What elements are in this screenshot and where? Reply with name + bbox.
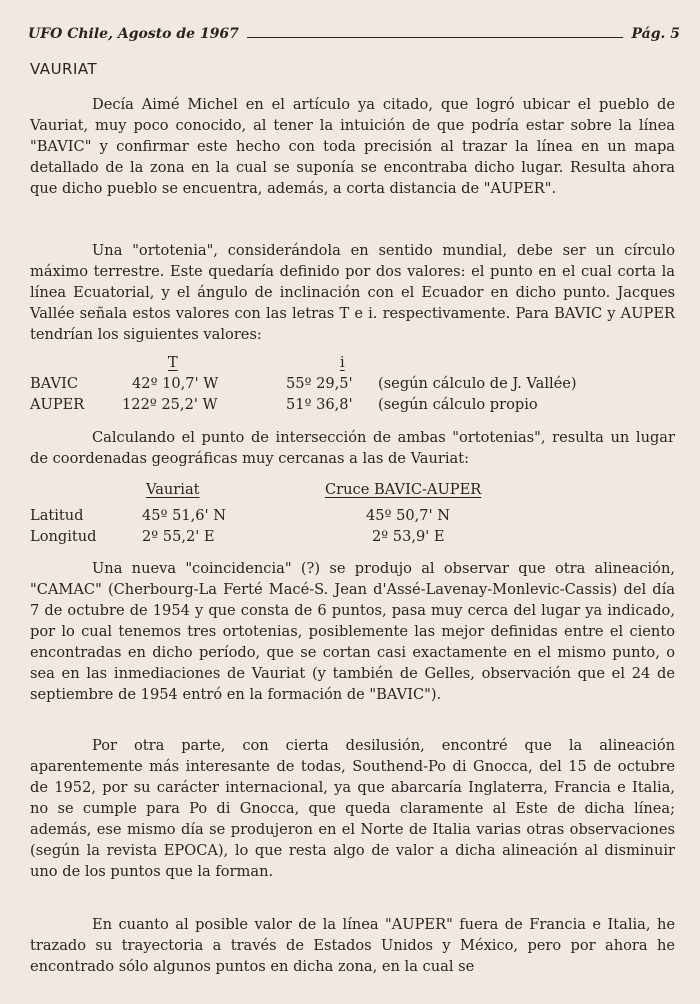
row-cruce-value: 45º 50,7' N xyxy=(366,507,450,524)
publication-title: UFO Chile, Agosto de 1967 xyxy=(28,26,239,42)
row-name: AUPER xyxy=(30,396,85,413)
row-i-value: 51º 36,8' xyxy=(286,396,353,413)
row-t-value: 122º 25,2' W xyxy=(122,396,218,413)
row-name: Longitud xyxy=(30,528,97,545)
row-i-value: 55º 29,5' xyxy=(286,375,353,392)
paragraph-2: Una "ortotenia", considerándola en sentido mundial, debe ser un círculo máximo terrestre. Este quedaría definido por dos valores: el punto en el cual corta la línea Ecuatorial, y el ángulo de inclinación con el Ecuador en dicho punto. Jacques Vallée señala estos valores con las letras T e i. respectivamente. Para BAVIC y AUPER tendrían los siguientes valores: xyxy=(30,242,675,343)
column-header-i: i xyxy=(340,354,345,371)
row-vauriat-value: 2º 55,2' E xyxy=(142,528,215,545)
page-header xyxy=(28,20,680,42)
coordinates-table xyxy=(30,479,675,547)
row-note: (según cálculo propio xyxy=(378,396,538,413)
ortotenia-values-table xyxy=(30,352,675,415)
paragraph-4: Una nueva "coincidencia" (?) se produjo al observar que otra alineación, "CAMAC" (Cherbourg-La Ferté Macé-S. Jean d'Assé-Lavenay-Monlevic-Cassis) del día 7 de octubre de 1954 y que consta de 6 puntos, pasa muy cerca del lugar ya indicado, por lo cual tenemos tres ortotenias, posiblemente las mejor definidas entre el ciento encontradas en dicho período, que se cortan casi exactamente en el mismo punto, o sea en las inmediaciones de Vauriat (y también de Gelles, observación que el 24 de septiembre de 1954 entró en la formación de "BAVIC"). xyxy=(30,560,675,703)
page-number: Pág. 5 xyxy=(631,26,680,42)
table-header-row xyxy=(30,352,675,373)
row-t-value: 42º 10,7' W xyxy=(132,375,219,392)
row-name: Latitud xyxy=(30,507,84,524)
paragraph-1: Decía Aimé Michel en el artículo ya citado, que logró ubicar el pueblo de Vauriat, muy poco conocido, al tener la intuición de que podría estar sobre la línea "BAVIC" y confirmar este hecho con toda precisión al trazar la línea en un mapa detallado de la zona en la cual se suponía se encontraba dicho lugar. Resulta ahora que dicho pueblo se encuentra, además, a corta distancia de "AUPER". xyxy=(30,96,675,197)
section-title: VAURIAT xyxy=(30,60,98,78)
row-name: BAVIC xyxy=(30,375,79,392)
row-note: (según cálculo de J. Vallée) xyxy=(378,375,577,392)
column-header-vauriat: Vauriat xyxy=(146,481,200,498)
paragraph-3: Calculando el punto de intersección de ambas "ortotenias", resulta un lugar de coordenadas geográficas muy cercanas a las de Vauriat: xyxy=(30,429,675,467)
table-row xyxy=(30,394,675,415)
column-header-cruce: Cruce BAVIC-AUPER xyxy=(325,481,482,498)
paragraph-6: En cuanto al posible valor de la línea "AUPER" fuera de Francia e Italia, he trazado su trayectoria a través de Estados Unidos y México, pero por ahora he encontrado sólo algunos puntos en dicha zona, en la cual se xyxy=(30,916,675,975)
table-header-row xyxy=(30,479,675,505)
table-row xyxy=(30,505,675,526)
header-rule xyxy=(247,37,624,38)
paragraph-5: Por otra parte, con cierta desilusión, encontré que la alineación aparentemente más interesante de todas, Southend-Po di Gnocca, del 15 de octubre de 1952, por su carácter internacional, ya que abarcaría Inglaterra, Francia e Italia, no se cumple para Po di Gnocca, que queda claramente al Este de dicha línea; además, ese mismo día se produjeron en el Norte de Italia varias otras observaciones (según la revista EPOCA), lo que resta algo de valor a dicha alineación al disminuir uno de los puntos que la forman. xyxy=(30,737,675,880)
table-row xyxy=(30,526,675,547)
row-vauriat-value: 45º 51,6' N xyxy=(142,507,226,524)
table-row xyxy=(30,373,675,394)
column-header-t: T xyxy=(168,354,178,371)
row-cruce-value: 2º 53,9' E xyxy=(372,528,445,545)
